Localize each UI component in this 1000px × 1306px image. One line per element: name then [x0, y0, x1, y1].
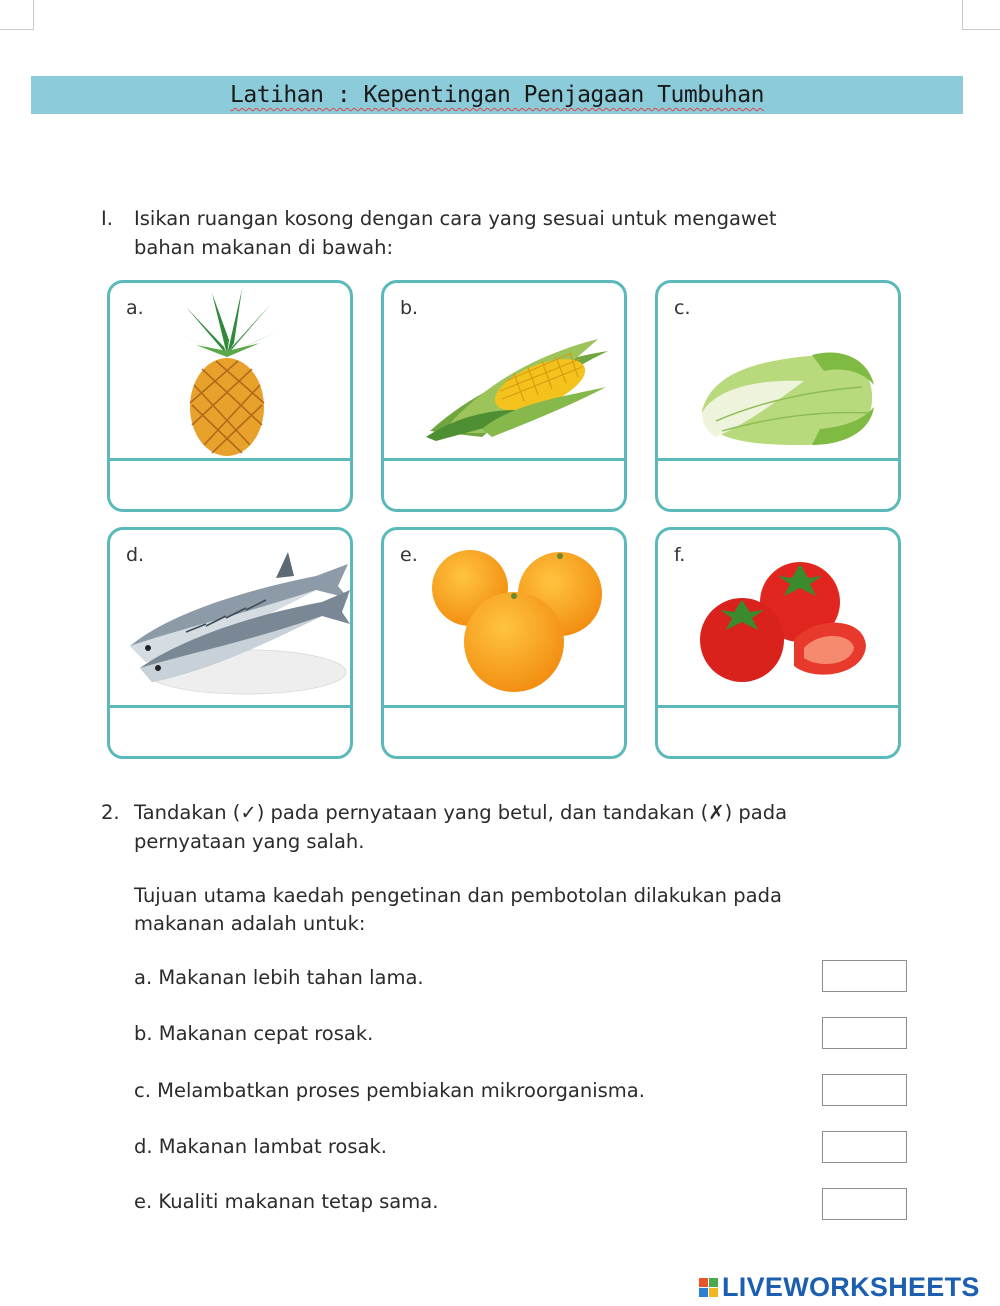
card-divider: [110, 705, 350, 708]
answer-field[interactable]: [118, 465, 342, 505]
tick-box-d[interactable]: [822, 1131, 907, 1163]
food-card-cabbage: [655, 280, 901, 512]
corn-icon: [422, 333, 612, 443]
statement-e: e. Kualiti makanan tetap sama.: [134, 1190, 439, 1213]
card-divider: [658, 458, 898, 461]
card-divider: [384, 705, 624, 708]
cabbage-icon: [692, 341, 878, 451]
logo-tile: [699, 1278, 708, 1287]
food-card-pineapple: [107, 280, 353, 512]
tick-box-e[interactable]: [822, 1188, 907, 1220]
tomato-icon: [694, 556, 870, 686]
food-card-fish: [107, 527, 353, 759]
question-1-text: Isikan ruangan kosong dengan cara yang sesuai untuk mengawet: [134, 207, 777, 230]
answer-field[interactable]: [666, 465, 890, 505]
page-corner-mark: [962, 0, 1000, 30]
logo-text: LIVEWORKSHEETS: [722, 1272, 980, 1302]
logo-tiles-icon: [699, 1278, 718, 1297]
card-letter: b.: [400, 297, 419, 319]
food-card-tomato: [655, 527, 901, 759]
page-title: Latihan : Kepentingan Penjagaan Tumbuhan: [230, 82, 764, 108]
card-letter: a.: [126, 297, 144, 319]
statement-a: a. Makanan lebih tahan lama.: [134, 966, 424, 989]
card-divider: [110, 458, 350, 461]
answer-field[interactable]: [666, 712, 890, 752]
question-2-intro: makanan adalah untuk:: [134, 912, 366, 935]
food-card-corn: [381, 280, 627, 512]
tick-box-a[interactable]: [822, 960, 907, 992]
title-banner: [31, 76, 963, 114]
card-letter: f.: [674, 544, 686, 566]
question-2-intro: Tujuan utama kaedah pengetinan dan pembotolan dilakukan pada: [134, 884, 782, 907]
liveworksheets-logo: [699, 1272, 980, 1303]
logo-tile: [709, 1278, 718, 1287]
question-1-text: bahan makanan di bawah:: [134, 236, 394, 259]
food-card-orange: [381, 527, 627, 759]
page-corner-mark: [0, 0, 34, 30]
statement-d: d. Makanan lambat rosak.: [134, 1135, 387, 1158]
statement-b: b. Makanan cepat rosak.: [134, 1022, 374, 1045]
answer-field[interactable]: [118, 712, 342, 752]
statement-c: c. Melambatkan proses pembiakan mikroorganisma.: [134, 1079, 645, 1102]
orange-icon: [424, 546, 604, 696]
answer-field[interactable]: [392, 465, 616, 505]
question-1-number: I.: [101, 207, 113, 230]
question-2-number: 2.: [101, 801, 120, 824]
card-divider: [384, 458, 624, 461]
fish-icon: [126, 546, 352, 696]
logo-tile: [709, 1288, 718, 1297]
question-2-text: pernyataan yang salah.: [134, 830, 365, 853]
question-2-text: Tandakan (✓) pada pernyataan yang betul, dan tandakan (✗) pada: [134, 801, 788, 824]
card-letter: d.: [126, 544, 145, 566]
tick-box-b[interactable]: [822, 1017, 907, 1049]
answer-field[interactable]: [392, 712, 616, 752]
tick-box-c[interactable]: [822, 1074, 907, 1106]
card-letter: c.: [674, 297, 691, 319]
card-divider: [658, 705, 898, 708]
pineapple-icon: [172, 285, 282, 457]
card-letter: e.: [400, 544, 418, 566]
logo-tile: [699, 1288, 708, 1297]
